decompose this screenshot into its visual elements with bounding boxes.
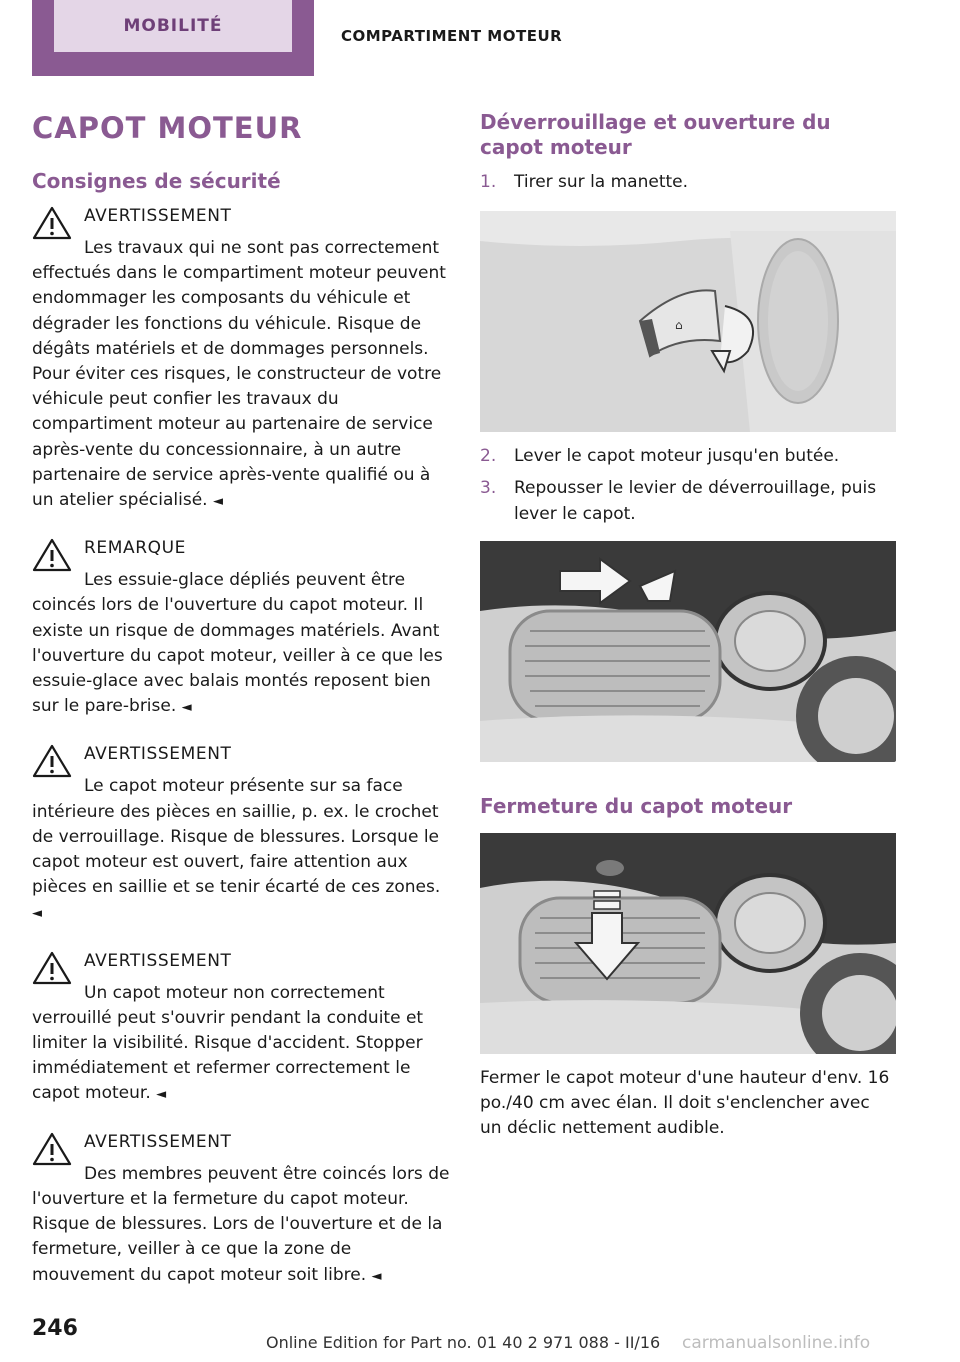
warning-label: AVERTISSEMENT: [84, 1131, 232, 1152]
watermark-text: carmanualsonline.info: [682, 1333, 871, 1353]
step-number: 2.: [480, 446, 497, 467]
step-text: Lever le capot moteur jusqu'en butée.: [514, 446, 840, 467]
warning-text: [32, 981, 450, 1108]
page-number: 246: [32, 1316, 78, 1341]
left-column: [32, 108, 450, 1289]
step-number: 1.: [480, 172, 497, 192]
right-column: [480, 110, 896, 1141]
end-mark-icon: ◄: [212, 494, 223, 510]
warning-text-content: Le capot moteur présente sur sa face intérieure des pièces en saillie, p. ex. le crochet de verrouillage. Risque de blessures. Lorsque le capot moteur est ouvert, faire attention aux pièces en saillie et se tenir écarté de ces zones.: [32, 776, 441, 898]
chapter-tab-inner: [54, 0, 292, 52]
section-tab-label: COMPARTIMENT MOTEUR: [341, 27, 563, 45]
warning-block-3: [32, 742, 450, 926]
step-item: [480, 476, 896, 526]
step-number: 3.: [480, 478, 497, 499]
end-mark-icon: ◄: [371, 1268, 382, 1284]
warning-text: [32, 236, 450, 514]
close-hood-illustration: [480, 833, 896, 1054]
safety-subheading: Consignes de sécurité: [32, 169, 281, 193]
warning-block-1: [32, 204, 450, 514]
figure-close-hood: [480, 833, 896, 1054]
warning-label: AVERTISSEMENT: [84, 950, 232, 971]
close-hood-text: Fermer le capot moteur d'une hauteur d'env. 16 po./40 cm avec élan. Il doit s'enclencher avec un déclic nettement audible.: [480, 1067, 890, 1139]
chapter-tab: [32, 0, 314, 76]
svg-text:⌂: ⌂: [675, 318, 683, 333]
warning-label: AVERTISSEMENT: [84, 206, 232, 226]
warning-block-2: [32, 536, 450, 720]
warning-text: [32, 1162, 450, 1289]
end-mark-icon: ◄: [32, 906, 42, 922]
figure-release-handle: [480, 211, 896, 432]
warning-triangle-icon: [32, 538, 72, 572]
close-hood-heading: Fermeture du capot moteur: [480, 793, 793, 818]
warning-text-content: Les essuie-glace dépliés peuvent être coincés lors de l'ouverture du capot moteur. Il existe un risque de dommages matériels. Avant l'ouverture du capot moteur, veiller à ce que les essuie-glace avec balais montés reposent bien sur le pare-brise.: [32, 570, 443, 717]
step-list-open: [480, 170, 896, 195]
step-list-lift: [480, 444, 896, 527]
step-item: [480, 170, 896, 195]
warning-label: REMARQUE: [84, 538, 187, 559]
open-hood-heading: Déverrouillage et ouverture du capot moteur: [480, 110, 831, 159]
release-handle-illustration: [480, 211, 896, 432]
warning-triangle-icon: [32, 206, 72, 240]
warning-block-4: [32, 949, 450, 1108]
warning-label: AVERTISSEMENT: [84, 744, 232, 765]
warning-text-content: Les travaux qui ne sont pas correctement effectués dans le compartiment moteur peuvent endommager les composants du véhicule et dégrader les fonctions du véhicule. Risque de dégâts matériels et de dommages personnels. Pour éviter ces risques, le constructeur de votre véhicule peut confier les travaux du compartiment moteur au partenaire de service après-vente du concessionnaire, à un autre partenaire de service après-vente qualifié ou à un atelier spécialisé.: [32, 238, 446, 511]
step-text: Tirer sur la manette.: [514, 172, 689, 192]
warning-text-content: Un capot moteur non correctement verrouillé peut s'ouvrir pendant la conduite et limiter la visibilité. Risque d'accident. Stopper immédiatement et refermer correctement le capot moteur.: [32, 982, 424, 1104]
hood-lever-illustration: [480, 541, 896, 762]
chapter-tab-label: MOBILITÉ: [123, 16, 223, 36]
step-item: [480, 444, 896, 469]
warning-text-content: Des membres peuvent être coincés lors de l'ouverture et la fermeture du capot moteur. Risque de blessures. Lors de l'ouverture et de la fermeture, veiller à ce que la zone de mouvement du capot moteur soit libre.: [32, 1163, 450, 1285]
end-mark-icon: ◄: [156, 1087, 167, 1103]
end-mark-icon: ◄: [181, 700, 192, 716]
figure-release-lever: [480, 541, 896, 762]
warning-text: [32, 568, 450, 720]
warning-triangle-icon: [32, 951, 72, 985]
warning-triangle-icon: [32, 744, 72, 778]
step-text: Repousser le levier de déverrouillage, puis lever le capot.: [514, 478, 877, 524]
edition-line: Online Edition for Part no. 01 40 2 971 088 - II/16: [266, 1333, 661, 1352]
warning-block-5: [32, 1130, 450, 1289]
warning-triangle-icon: [32, 1132, 72, 1166]
page-title: CAPOT MOTEUR: [32, 111, 303, 145]
warning-text: [32, 774, 450, 926]
